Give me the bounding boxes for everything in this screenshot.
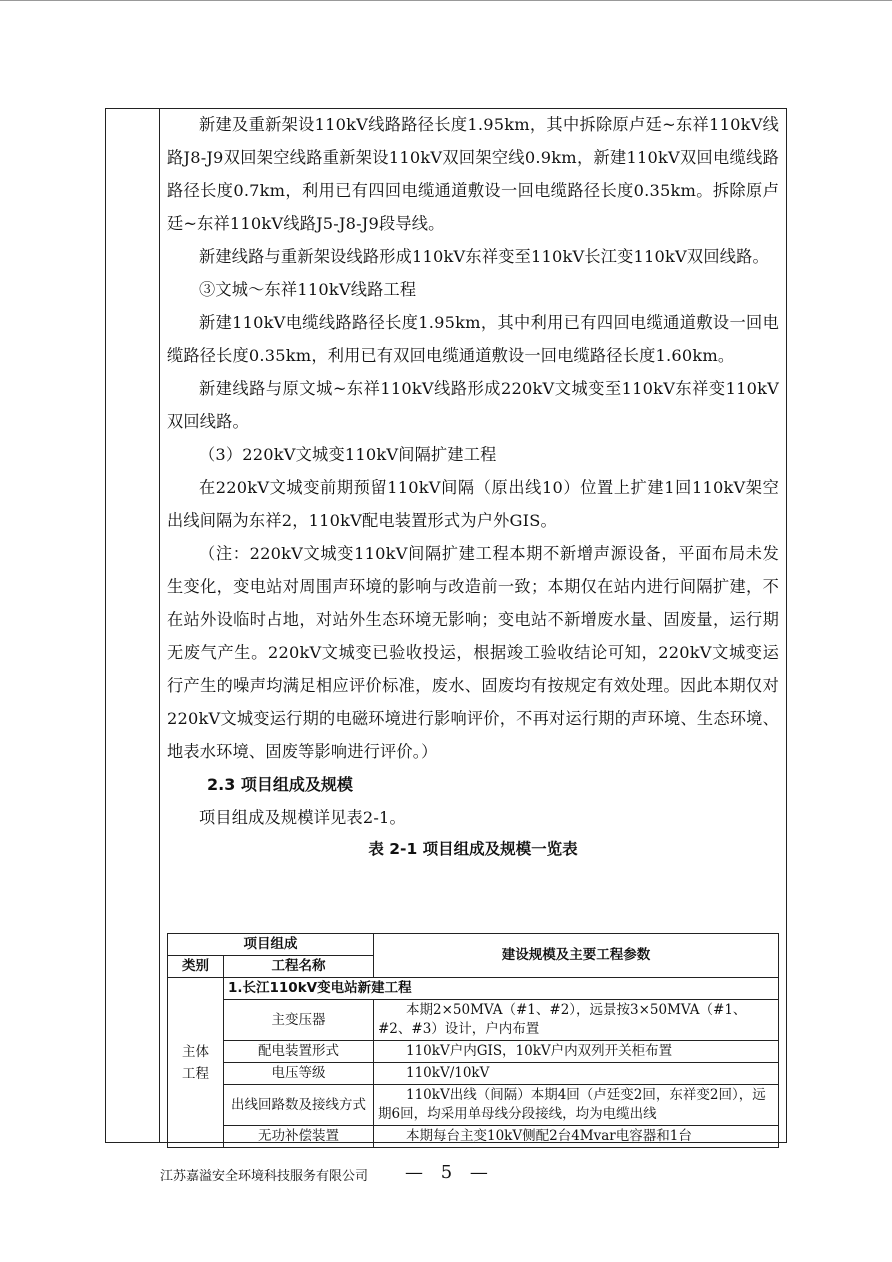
paragraph-cable-line: 新建110kV电缆线路路径长度1.95km，其中利用已有四回电缆通道敷设一回电缆路径长度0.35km，利用已有双回电缆通道敷设一回电缆路径长度1.60km。: [167, 313, 779, 365]
paragraph-bay-expansion: 在220kV文城变前期预留110kV间隔（原出线10）位置上扩建1回110kV架空出线间隔为东祥2，110kV配电装置形式为户外GIS。: [167, 478, 779, 530]
table-section-label: 1.长江110kV变电站新建工程: [224, 978, 779, 1000]
table-row-name: 出线回路数及接线方式: [224, 1085, 374, 1126]
subsection-wencheng-line: ③文城～东祥110kV线路工程: [199, 280, 417, 299]
paragraph-note: （注：220kV文城变110kV间隔扩建工程本期不新增声源设备，平面布局未发生变化，变电站对周围声环境的影响与改造前一致；本期仅在站内进行间隔扩建，不在站外设临时占地，对站外生态环境无影响；变电站不新增废水量、固废量，运行期无废气产生。220kV文城变已验收投运，根据竣工验收结论可知，220kV文城变运行产生的噪声均满足相应评价标准，废水、固废均有按规定有效处理。因此本期仅对220kV文城变运行期的电磁环境进行影响评价，不再对运行期的声环境、生态环境、地表水环境、固废等影响进行评价。）: [167, 544, 779, 761]
table-title: 表 2-1 项目组成及规模一览表: [368, 840, 578, 858]
section-intro: 项目组成及规模详见表2-1。: [199, 808, 406, 827]
header-category: 类别: [168, 956, 224, 978]
table-row-name: 配电装置形式: [224, 1041, 374, 1063]
paragraph-line-result: 新建线路与重新架设线路形成110kV东祥变至110kV长江变110kV双回线路。: [199, 247, 769, 266]
table-row-name: 无功补偿装置: [224, 1126, 374, 1148]
table-row-name: 电压等级: [224, 1063, 374, 1085]
paragraph-line-rebuild: 新建及重新架设110kV线路路径长度1.95km，其中拆除原卢廷~东祥110kV线路J8-J9双回架空线路重新架设110kV双回架空线0.9km，新建110kV双回电缆线路路径长度0.7km，利用已有四回电缆通道敷设一回电缆路径长度0.35km。拆除原卢廷~东祥110kV线路J5-J8-J9段导线。: [167, 115, 779, 233]
table-row-name: 主变压器: [224, 1000, 374, 1041]
header-name: 工程名称: [224, 956, 374, 978]
section-heading: 2.3 项目组成及规模: [207, 775, 353, 794]
table-row-value: 110kV户内GIS，10kV户内双列开关柜布置: [374, 1041, 779, 1063]
table-row-value: 110kV/10kV: [374, 1063, 779, 1085]
header-params: 建设规模及主要工程参数: [374, 934, 779, 978]
top-border: [0, 0, 892, 1]
page-number: — 5 —: [405, 1162, 494, 1183]
body-content: [167, 108, 779, 862]
frame-divider: [159, 109, 160, 1142]
footer-company: 江苏嘉溢安全环境科技服务有限公司: [160, 1169, 369, 1184]
category-cell: 主体工程: [168, 978, 224, 1148]
paragraph-double-circuit: 新建线路与原文城~东祥110kV线路形成220kV文城变至110kV东祥变110kV双回线路。: [167, 379, 779, 431]
table-row-value: 本期每台主变10kV侧配2台4Mvar电容器和1台: [374, 1126, 779, 1148]
project-table: [167, 933, 779, 1148]
table-row-value: 本期2×50MVA（#1、#2），远景按3×50MVA（#1、#2、#3）设计，户内布置: [374, 1000, 779, 1041]
header-group: 项目组成: [168, 934, 374, 956]
table-row-value: 110kV出线（间隔）本期4回（卢廷变2回，东祥变2回），远期6回，均采用单母线分段接线，均为电缆出线: [374, 1085, 779, 1126]
subsection-bay-expansion: （3）220kV文城变110kV间隔扩建工程: [199, 445, 497, 464]
